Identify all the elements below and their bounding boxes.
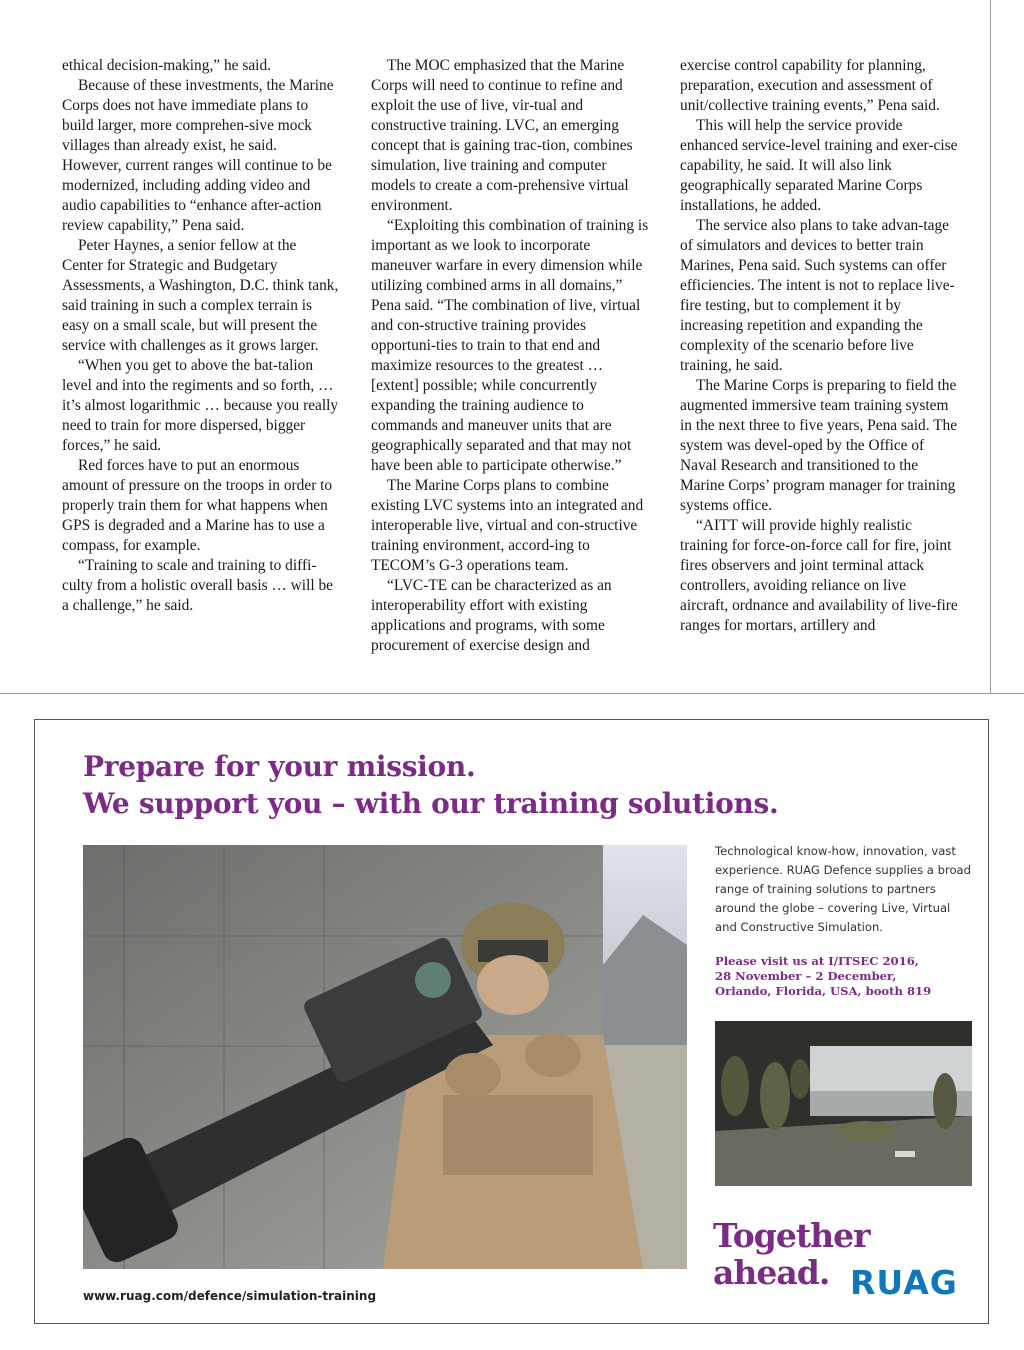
paragraph: exercise control capability for planning, preparation, execution and assessment of unit/collective training events,” Pena said. — [680, 57, 940, 114]
simulation-room-photo — [715, 1021, 972, 1186]
paragraph: The MOC emphasized that the Marine Corps will need to continue to refine and exploit the use of live, vir-tual and constructive training. LVC, an emerging concept that is gaining trac-tion, combines simulation, live training and computer models to create a com-prehensive virtual environment. — [371, 57, 633, 214]
paragraph: Peter Haynes, a senior fellow at the Center for Strategic and Budgetary Assessments, a Washington, D.C. think tank, said training in such a complex terrain is easy on a small scale, but will present the service with challenges as it grows larger. — [62, 237, 339, 354]
tagline-line-2: ahead. — [713, 1253, 830, 1292]
paragraph: The Marine Corps is preparing to field the augmented immersive team training system in the next three to five years, Pena said. The system was devel-oped by the Office of Naval Research and transitioned to the Marine Corps’ program manager for training systems office. — [680, 377, 958, 514]
tagline — [713, 1217, 869, 1291]
paragraph: “AITT will provide highly realistic training for force-on-force call for fire, joint fires observers and joint terminal attack controllers, avoiding reliance on live aircraft, ordnance and availability of live-fire ranges for mortars, artillery and — [680, 517, 958, 634]
article-column-1 — [62, 56, 340, 616]
article-column-3 — [680, 56, 958, 636]
paragraph: “Exploiting this combination of training is important as we look to incorporate maneuver warfare in every dimension while utilizing combined arms in all domains,” Pena said. “The combination of live, virtual and con-structive training provides opportuni-ties to train to that end and maximize resources to the greatest … [extent] possible; while concurrently expanding the training audience to commands and maneuver units that are geographically separated and that may not have been able to participate otherwise.” — [371, 217, 649, 474]
event-info-line-3: Orlando, Florida, USA, booth 819 — [715, 984, 932, 998]
article-column-2 — [371, 56, 649, 656]
simulation-training-image — [715, 1021, 972, 1186]
ad-headline-line-1: Prepare for your mission. — [83, 750, 476, 783]
event-info — [715, 954, 975, 999]
column-divider — [990, 0, 991, 693]
ad-headline-line-2: We support you – with our training solutions. — [83, 787, 779, 820]
ad-headline — [83, 748, 778, 822]
article-body — [62, 56, 962, 676]
paragraph: The service also plans to take advan-tage of simulators and devices to better train Marines, Pena said. Such systems can offer efficiencies. The intent is not to replace live-fire testing, but to complement it by increasing repetition and expanding the complexity of the scenario before live training, he said. — [680, 217, 955, 374]
website-link[interactable]: www.ruag.com/defence/simulation-training — [83, 1289, 377, 1303]
soldier-with-rifle-image — [83, 845, 687, 1269]
tagline-line-1: Together — [713, 1216, 870, 1255]
paragraph: “Training to scale and training to diffi-culty from a holistic overall basis … will be a challenge,” he said. — [62, 557, 333, 614]
ad-body-text: Technological know-how, innovation, vast experience. RUAG Defence supplies a broad range of training solutions to partners around the globe – covering Live, Virtual and Constructive Simulation. — [715, 844, 972, 934]
event-info-line-1: Please visit us at I/ITSEC 2016, — [715, 954, 919, 968]
paragraph: The Marine Corps plans to combine existing LVC systems into an integrated and interoperable live, virtual and con-structive training environment, accord-ing to TECOM’s G-3 operations team. — [371, 477, 644, 574]
ruag-logo: RUAG — [850, 1263, 958, 1302]
advertisement — [34, 719, 989, 1324]
section-divider — [0, 693, 1024, 694]
paragraph: Because of these investments, the Marine Corps does not have immediate plans to build larger, more comprehen-sive mock villages than already exist, he said. However, current ranges will continue to be modernized, including adding video and audio capabilities to “enhance after-action review capability,” Pena said. — [62, 77, 334, 234]
soldier-photo — [83, 845, 687, 1269]
event-info-line-2: 28 November – 2 December, — [715, 969, 897, 983]
paragraph: “LVC-TE can be characterized as an interoperability effort with existing applications and programs, with some procurement of exercise design and — [371, 577, 612, 654]
paragraph: This will help the service provide enhanced service-level training and exer-cise capability, he said. It will also link geographically separated Marine Corps installations, he added. — [680, 117, 958, 214]
paragraph: “When you get to above the bat-talion level and into the regiments and so forth, … it’s almost logarithmic … because you really need to train for more dispersed, bigger forces,” he said. — [62, 357, 339, 454]
paragraph: ethical decision-making,” he said. — [62, 57, 271, 74]
paragraph: Red forces have to put an enormous amount of pressure on the troops in order to properly train them for what happens when GPS is degraded and a Marine has to use a compass, for example. — [62, 457, 333, 554]
